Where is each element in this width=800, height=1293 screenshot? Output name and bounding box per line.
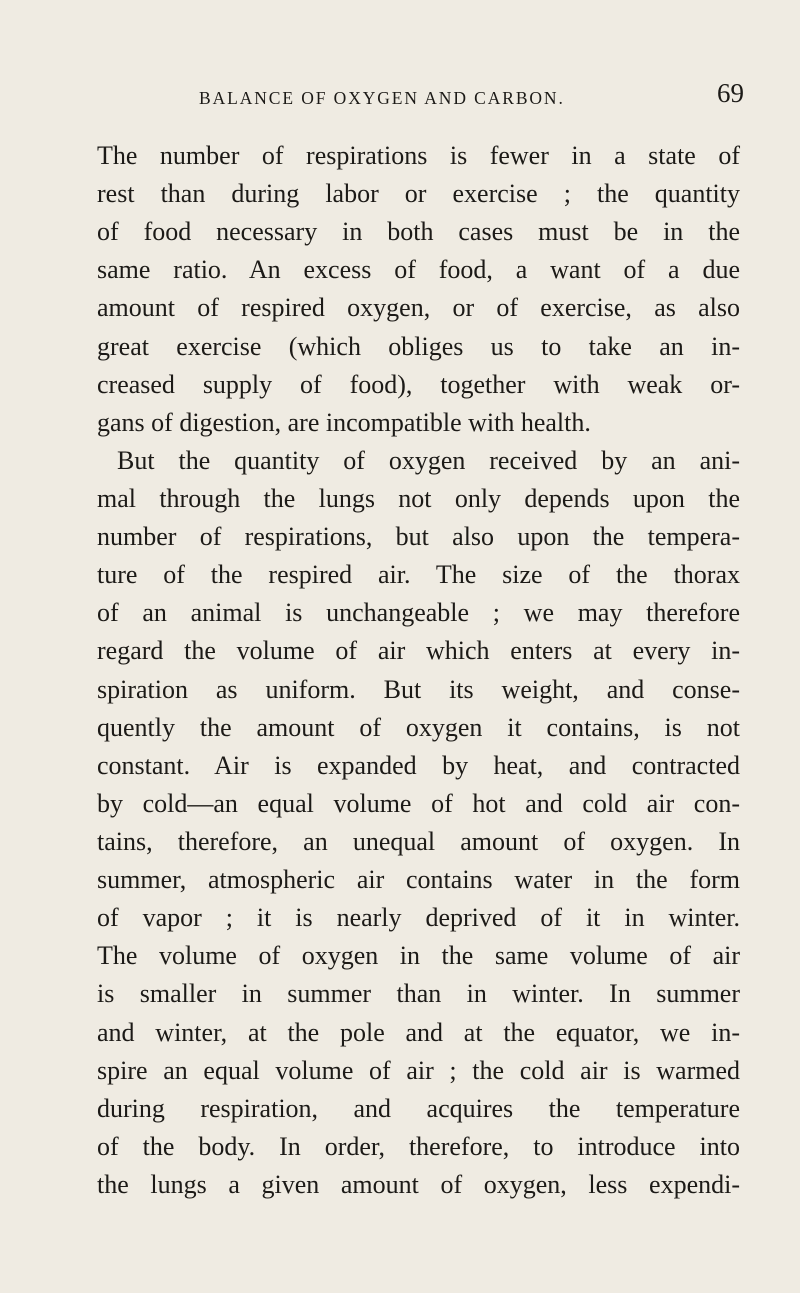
text-line: gans of digestion, are incompatible with health. [97,407,591,437]
page-number: 69 [717,78,744,108]
text-line: during respiration, and acquires the temperature [97,1093,740,1123]
text-line: great exercise (which obliges us to take an in- [97,331,740,361]
text-line: The number of respirations is fewer in a state of [97,141,740,170]
text-line: is smaller in summer than in winter. In summer [97,979,740,1009]
text-line: mal through the lungs not only depends upon the [97,483,740,513]
text-line: creased supply of food), together with weak or- [97,369,740,399]
text-line: The volume of oxygen in the same volume of air [97,941,740,971]
text-line: of vapor ; it is nearly deprived of it in winter. [97,903,740,933]
text-line: spiration as uniform. But its weight, and conse- [97,674,740,704]
text-line: regard the volume of air which enters at every in- [97,636,740,666]
text-line: number of respirations, but also upon the tempera- [97,522,740,552]
text-line: same ratio. An excess of food, a want of a due [97,255,740,285]
running-title: BALANCE OF OXYGEN AND CARBON. [199,88,565,108]
text-line: amount of respired oxygen, or of exercise, as also [97,293,740,323]
running-head [199,80,744,112]
text-line: summer, atmospheric air contains water in the form [97,865,740,895]
body-text [97,137,740,1204]
text-line: of an animal is unchangeable ; we may therefore [97,598,740,628]
text-line: quently the amount of oxygen it contains, is not [97,712,740,742]
text-line: spire an equal volume of air ; the cold air is warmed [97,1055,740,1085]
text-line: and winter, at the pole and at the equator, we in- [97,1017,740,1047]
text-line: the lungs a given amount of oxygen, less expendi- [97,1169,740,1199]
text-line: of the body. In order, therefore, to introduce into [97,1131,740,1161]
text-line: by cold—an equal volume of hot and cold air con- [97,788,740,818]
text-line: of food necessary in both cases must be in the [97,217,740,247]
text-line: ture of the respired air. The size of the thorax [97,560,740,590]
text-line: constant. Air is expanded by heat, and contracted [97,750,740,780]
text-line: tains, therefore, an unequal amount of oxygen. In [97,826,740,856]
text-line: But the quantity of oxygen received by an ani- [117,445,740,475]
text-line: rest than during labor or exercise ; the quantity [97,179,740,209]
